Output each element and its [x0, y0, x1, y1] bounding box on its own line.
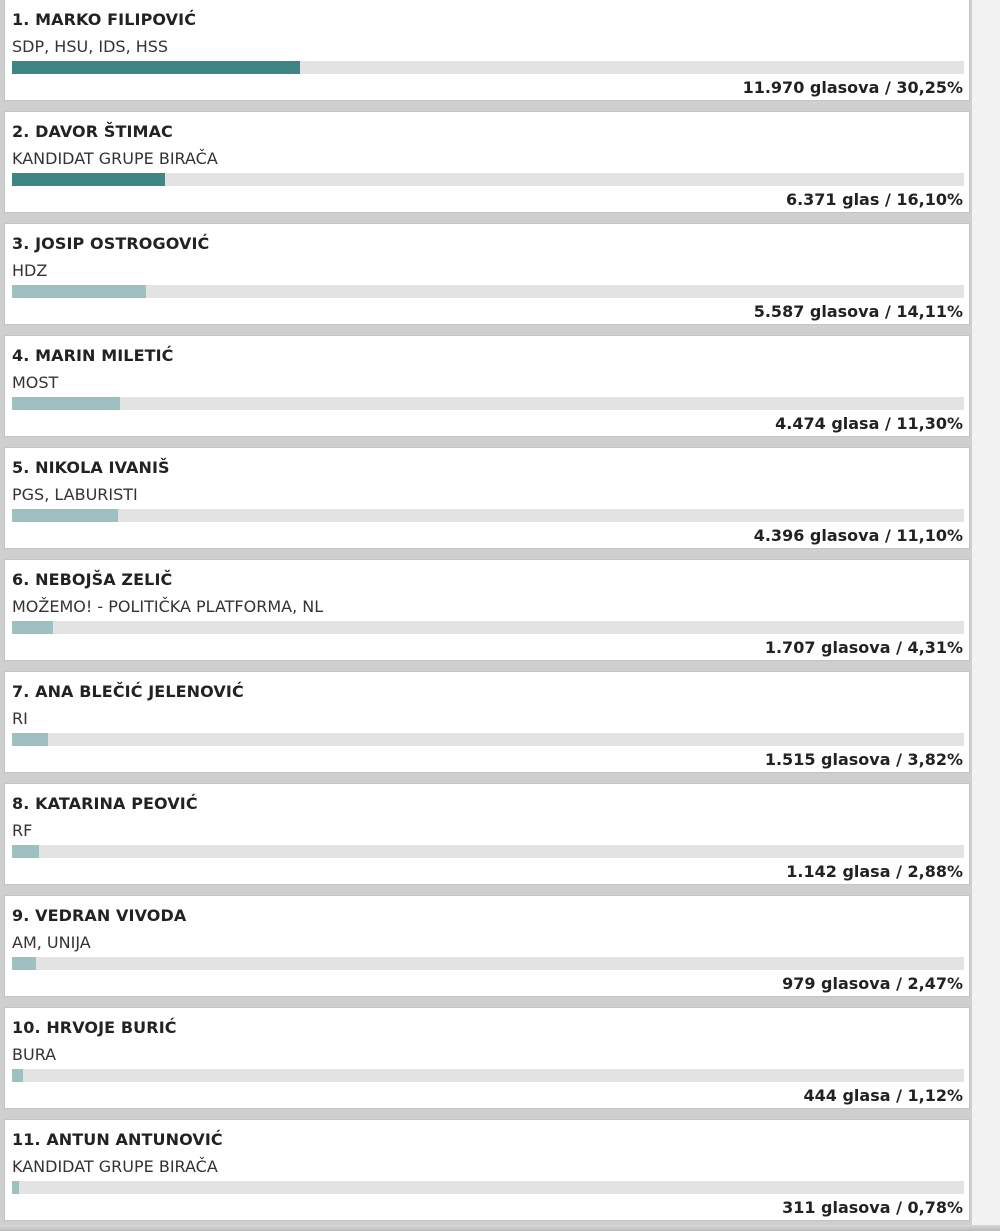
candidate-party: AM, UNIJA: [12, 933, 91, 952]
candidate-card: [4, 671, 970, 773]
page-background-edge: [972, 0, 1000, 1231]
candidate-card: [4, 0, 970, 101]
candidate-name: 1. MARKO FILIPOVIĆ: [12, 10, 197, 29]
vote-share-bar-fill: [12, 1069, 23, 1082]
candidate-vote-result: 1.142 glasa / 2,88%: [786, 862, 963, 881]
candidate-name: 7. ANA BLEČIĆ JELENOVIĆ: [12, 682, 244, 701]
candidate-party: MOST: [12, 373, 59, 392]
candidate-name: 3. JOSIP OSTROGOVIĆ: [12, 234, 210, 253]
vote-share-bar-track: [12, 61, 964, 74]
bottom-edge-shadow: [0, 1225, 1000, 1231]
vote-share-bar-fill: [12, 397, 120, 410]
candidate-name: 2. DAVOR ŠTIMAC: [12, 122, 173, 141]
candidate-vote-result: 979 glasova / 2,47%: [782, 974, 963, 993]
candidate-card: [4, 1119, 970, 1221]
candidate-vote-result: 6.371 glas / 16,10%: [785, 190, 963, 209]
vote-share-bar-fill: [12, 509, 118, 522]
candidate-vote-result: 1.707 glasova / 4,31%: [764, 638, 963, 657]
candidate-card: [4, 783, 970, 885]
vote-share-bar-track: [12, 845, 964, 858]
candidate-name: 8. KATARINA PEOVIĆ: [12, 794, 198, 813]
candidate-party: KANDIDAT GRUPE BIRAČA: [12, 149, 218, 168]
candidate-card: [4, 447, 970, 549]
candidate-card: [4, 111, 970, 213]
vote-share-bar-fill: [12, 845, 39, 858]
candidate-vote-result: 444 glasa / 1,12%: [803, 1086, 963, 1105]
vote-share-bar-fill: [12, 1181, 19, 1194]
candidate-party: PGS, LABURISTI: [12, 485, 138, 504]
candidate-vote-result: 4.474 glasa / 11,30%: [775, 414, 963, 433]
candidate-card: [4, 1007, 970, 1109]
vote-share-bar-track: [12, 621, 964, 634]
vote-share-bar-track: [12, 397, 964, 410]
candidate-party: BURA: [12, 1045, 57, 1064]
vote-share-bar-track: [12, 509, 964, 522]
candidate-party: KANDIDAT GRUPE BIRAČA: [12, 1157, 218, 1176]
candidate-party: MOŽEMO! - POLITIČKA PLATFORMA, NL: [12, 597, 324, 616]
candidate-party: HDZ: [12, 261, 48, 280]
candidate-vote-result: 5.587 glasova / 14,11%: [753, 302, 963, 321]
vote-share-bar-track: [12, 285, 964, 298]
candidate-name: 6. NEBOJŠA ZELIČ: [12, 570, 173, 589]
vote-share-bar-track: [12, 733, 964, 746]
vote-share-bar-fill: [12, 61, 300, 74]
candidate-party: RI: [12, 709, 28, 728]
candidate-vote-result: 311 glasova / 0,78%: [782, 1198, 963, 1217]
candidate-vote-result: 11.970 glasova / 30,25%: [742, 78, 963, 97]
vote-share-bar-fill: [12, 957, 36, 970]
candidate-card: [4, 895, 970, 997]
candidate-name: 9. VEDRAN VIVODA: [12, 906, 187, 925]
candidate-card: [4, 223, 970, 325]
candidate-name: 5. NIKOLA IVANIŠ: [12, 458, 170, 477]
candidate-party: SDP, HSU, IDS, HSS: [12, 37, 169, 56]
vote-share-bar-track: [12, 173, 964, 186]
vote-share-bar-track: [12, 1069, 964, 1082]
vote-share-bar-fill: [12, 173, 165, 186]
candidate-vote-result: 4.396 glasova / 11,10%: [753, 526, 963, 545]
candidate-vote-result: 1.515 glasova / 3,82%: [764, 750, 963, 769]
vote-share-bar-fill: [12, 733, 48, 746]
vote-share-bar-fill: [12, 285, 146, 298]
candidate-card: [4, 335, 970, 437]
candidate-name: 4. MARIN MILETIĆ: [12, 346, 174, 365]
candidate-name: 10. HRVOJE BURIĆ: [12, 1018, 177, 1037]
candidate-party: RF: [12, 821, 33, 840]
vote-share-bar-track: [12, 957, 964, 970]
candidate-card: [4, 559, 970, 661]
vote-share-bar-track: [12, 1181, 964, 1194]
vote-share-bar-fill: [12, 621, 53, 634]
candidate-name: 11. ANTUN ANTUNOVIĆ: [12, 1130, 223, 1149]
